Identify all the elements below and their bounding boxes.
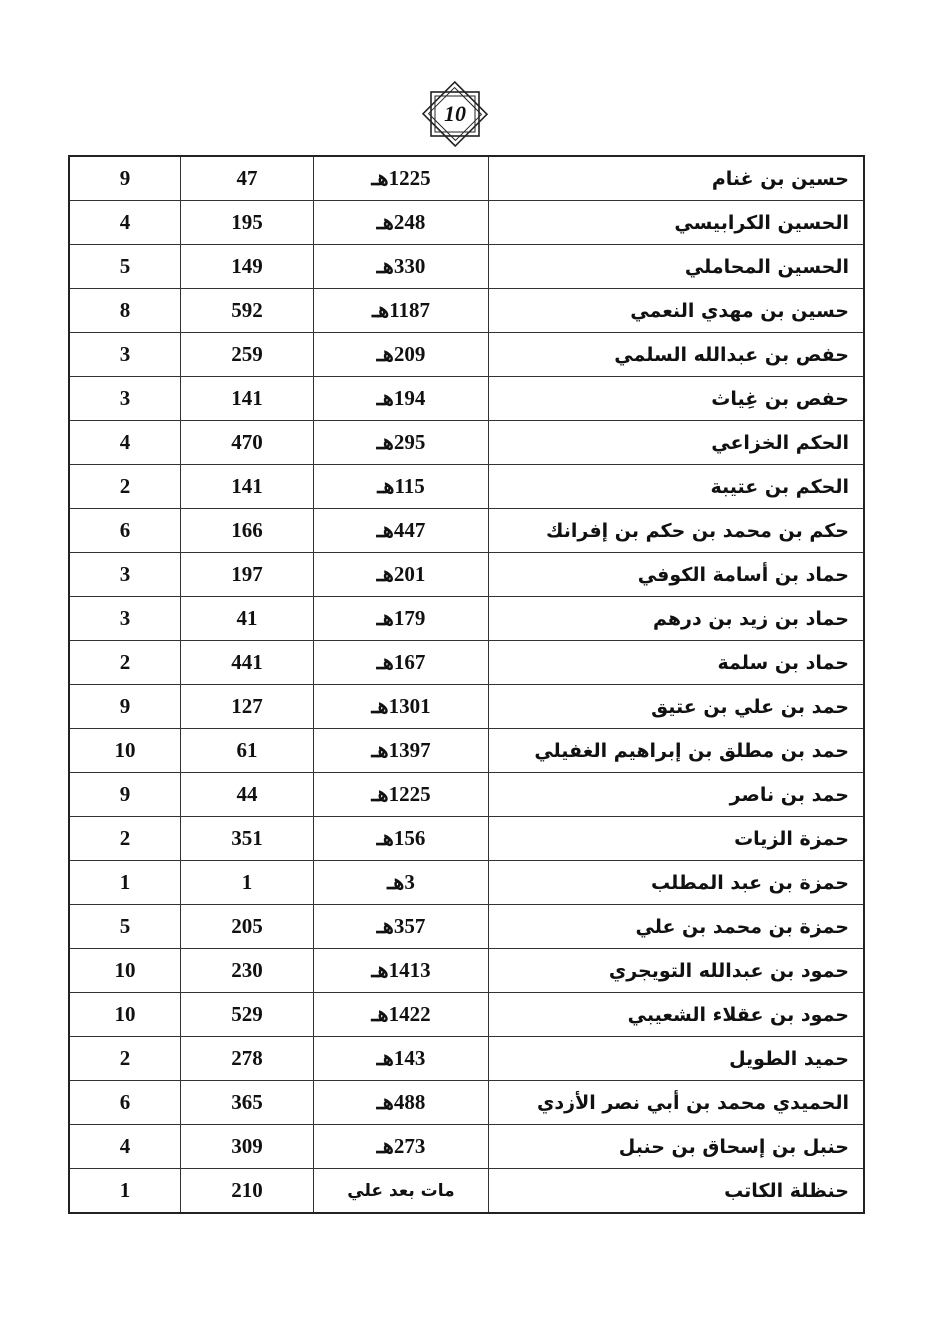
cell-death-year: 1422هـ [314,993,489,1037]
cell-page: 210 [181,1169,314,1214]
cell-name: الحسين الكرابيسي [489,201,865,245]
table-row [69,1169,864,1214]
cell-page: 141 [181,377,314,421]
cell-name: حماد بن سلمة [489,641,865,685]
table-row [69,377,864,421]
table-row [69,201,864,245]
cell-volume: 5 [69,245,181,289]
cell-name: حمد بن مطلق بن إبراهيم الغفيلي [489,729,865,773]
cell-death-year: 295هـ [314,421,489,465]
table-row [69,905,864,949]
page-number: 10 [444,101,466,126]
cell-volume: 8 [69,289,181,333]
cell-volume: 2 [69,465,181,509]
cell-name: الحكم بن عتيبة [489,465,865,509]
cell-name: الحميدي محمد بن أبي نصر الأزدي [489,1081,865,1125]
cell-death-year: 1225هـ [314,773,489,817]
cell-page: 259 [181,333,314,377]
cell-volume: 4 [69,1125,181,1169]
cell-page: 351 [181,817,314,861]
cell-death-year: 1413هـ [314,949,489,993]
table-row [69,641,864,685]
cell-name: حمزة الزيات [489,817,865,861]
table-row [69,993,864,1037]
index-table [68,155,865,1214]
cell-name: حمود بن عبدالله التويجري [489,949,865,993]
cell-volume: 3 [69,333,181,377]
cell-death-year: 447هـ [314,509,489,553]
table-row [69,289,864,333]
cell-page: 441 [181,641,314,685]
cell-page: 470 [181,421,314,465]
cell-volume: 3 [69,553,181,597]
table-row [69,156,864,201]
cell-death-year: 194هـ [314,377,489,421]
table-row [69,773,864,817]
cell-volume: 4 [69,421,181,465]
cell-name: حنظلة الكاتب [489,1169,865,1214]
cell-volume: 1 [69,1169,181,1214]
cell-page: 61 [181,729,314,773]
cell-volume: 1 [69,861,181,905]
cell-page: 44 [181,773,314,817]
page-number-badge [413,76,497,152]
cell-death-year: 1397هـ [314,729,489,773]
cell-death-year: 1301هـ [314,685,489,729]
cell-volume: 10 [69,729,181,773]
table-row [69,333,864,377]
cell-death-year: 488هـ [314,1081,489,1125]
cell-name: حمود بن عقلاء الشعيبي [489,993,865,1037]
cell-page: 529 [181,993,314,1037]
cell-volume: 3 [69,597,181,641]
cell-page: 166 [181,509,314,553]
table-row [69,729,864,773]
cell-volume: 2 [69,817,181,861]
cell-death-year: 115هـ [314,465,489,509]
cell-name: حماد بن زيد بن درهم [489,597,865,641]
table-row [69,949,864,993]
table-row [69,245,864,289]
cell-volume: 9 [69,773,181,817]
cell-volume: 3 [69,377,181,421]
cell-page: 278 [181,1037,314,1081]
table-row [69,509,864,553]
cell-death-year: 179هـ [314,597,489,641]
cell-name: حماد بن أسامة الكوفي [489,553,865,597]
cell-page: 197 [181,553,314,597]
cell-volume: 10 [69,993,181,1037]
cell-volume: 4 [69,201,181,245]
cell-name: حفص بن عبدالله السلمي [489,333,865,377]
cell-name: حمد بن علي بن عتيق [489,685,865,729]
cell-volume: 10 [69,949,181,993]
cell-page: 309 [181,1125,314,1169]
cell-page: 230 [181,949,314,993]
cell-volume: 9 [69,685,181,729]
cell-death-year: 1225هـ [314,156,489,201]
cell-page: 141 [181,465,314,509]
cell-death-year: 330هـ [314,245,489,289]
cell-volume: 6 [69,1081,181,1125]
cell-death-year: 273هـ [314,1125,489,1169]
cell-page: 365 [181,1081,314,1125]
cell-death-year: 3هـ [314,861,489,905]
table-row [69,685,864,729]
cell-death-year: 167هـ [314,641,489,685]
cell-name: حمزة بن محمد بن علي [489,905,865,949]
cell-death-year: 143هـ [314,1037,489,1081]
table-row [69,597,864,641]
cell-page: 195 [181,201,314,245]
cell-page: 205 [181,905,314,949]
table-row [69,1037,864,1081]
cell-page: 592 [181,289,314,333]
table-row [69,465,864,509]
table-row [69,817,864,861]
cell-name: حسين بن مهدي النعمي [489,289,865,333]
cell-death-year: 1187هـ [314,289,489,333]
cell-death-year: 201هـ [314,553,489,597]
cell-name: حنبل بن إسحاق بن حنبل [489,1125,865,1169]
cell-volume: 2 [69,1037,181,1081]
table-row [69,553,864,597]
cell-page: 1 [181,861,314,905]
cell-name: حسين بن غنام [489,156,865,201]
cell-name: حفص بن غِياث [489,377,865,421]
cell-death-year: 209هـ [314,333,489,377]
table-row [69,861,864,905]
cell-name: حمد بن ناصر [489,773,865,817]
cell-volume: 5 [69,905,181,949]
cell-death-year: 357هـ [314,905,489,949]
table-row [69,421,864,465]
cell-page: 41 [181,597,314,641]
cell-death-year: مات بعد علي [314,1169,489,1214]
cell-volume: 6 [69,509,181,553]
cell-volume: 2 [69,641,181,685]
cell-name: الحسين المحاملي [489,245,865,289]
table-row [69,1125,864,1169]
cell-page: 47 [181,156,314,201]
table-row [69,1081,864,1125]
cell-name: الحكم الخزاعي [489,421,865,465]
cell-name: حميد الطويل [489,1037,865,1081]
table-body [69,156,864,1213]
cell-death-year: 248هـ [314,201,489,245]
cell-page: 127 [181,685,314,729]
cell-volume: 9 [69,156,181,201]
cell-death-year: 156هـ [314,817,489,861]
cell-name: حمزة بن عبد المطلب [489,861,865,905]
cell-name: حكم بن محمد بن حكم بن إفرانك [489,509,865,553]
cell-page: 149 [181,245,314,289]
